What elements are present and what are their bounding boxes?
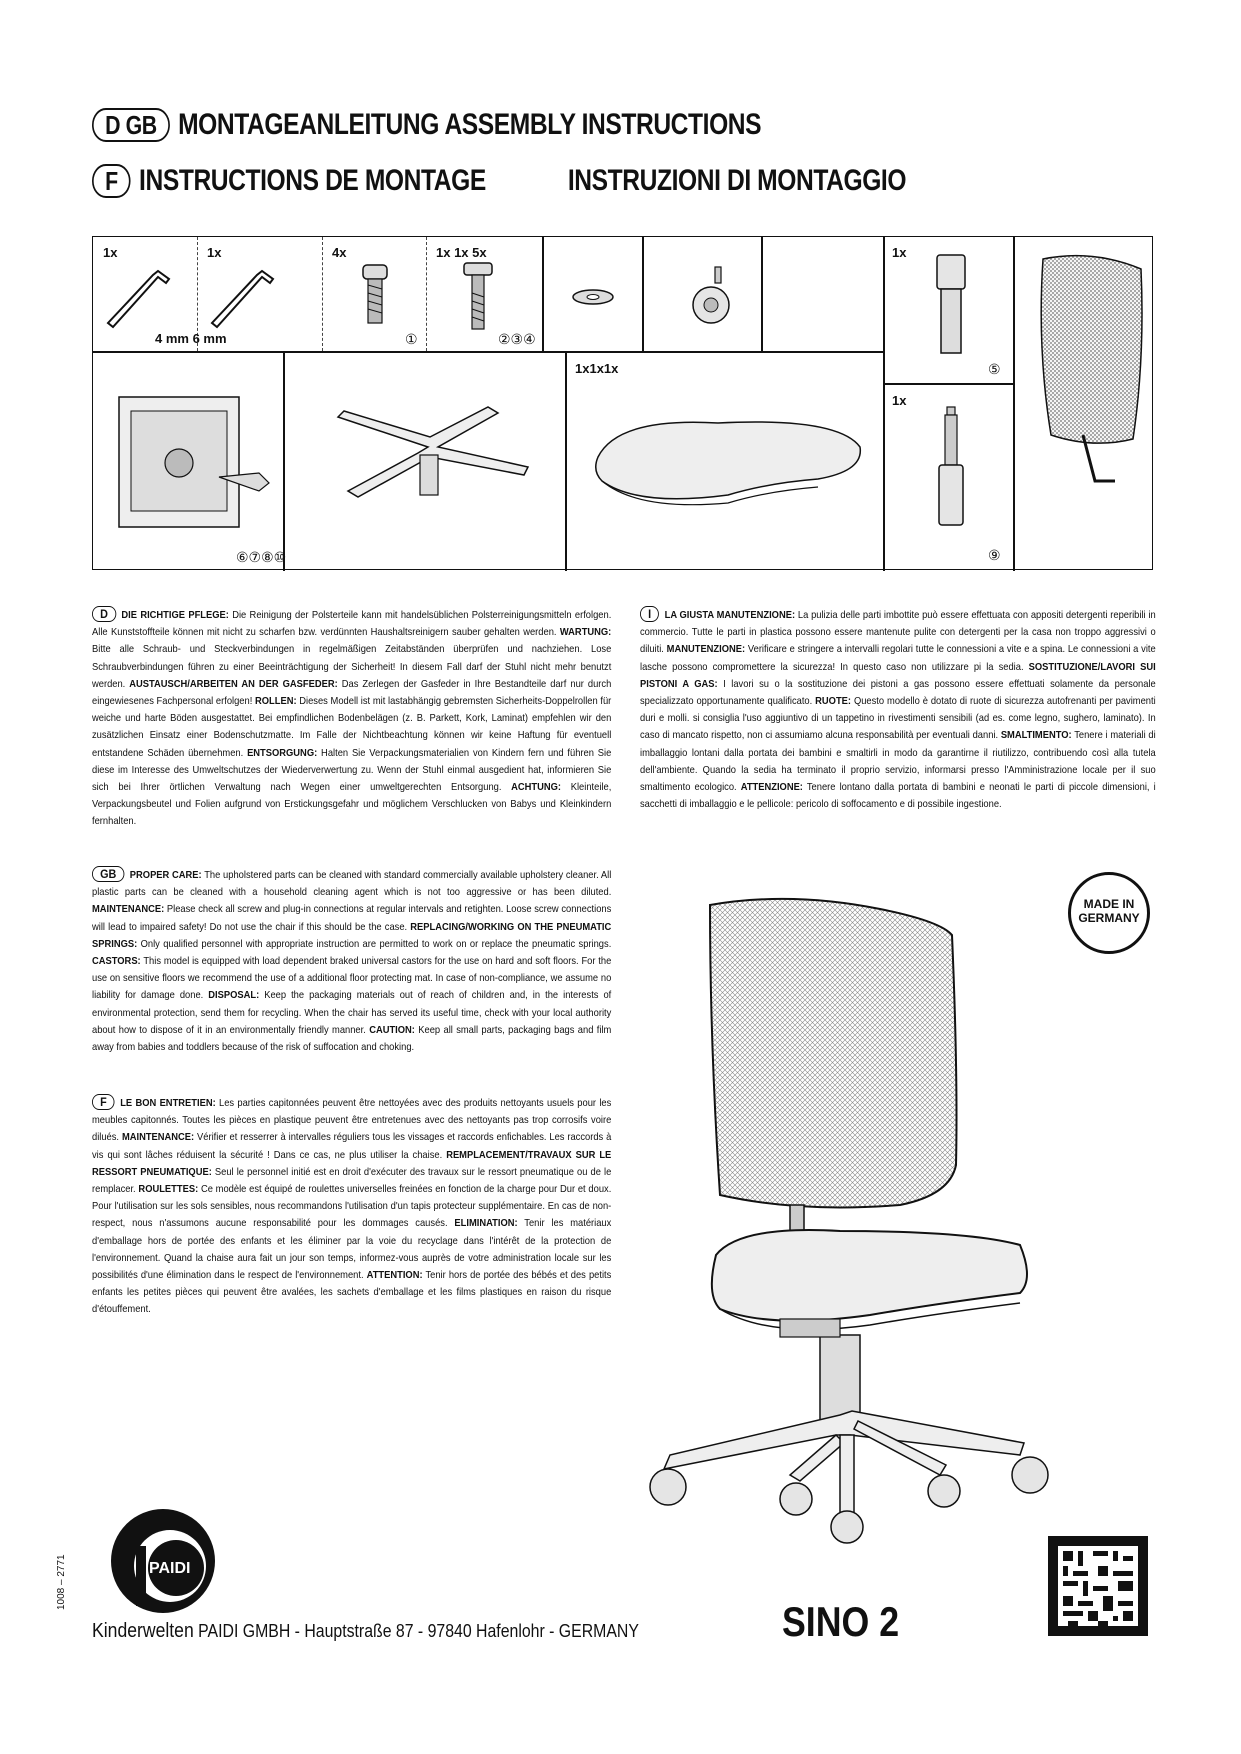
- it-text-3: I lavori su o la sostituzione dei pistoni a gas possono essere effettuati solamente da personale specializzato opportunamente qualificato.: [640, 678, 1156, 708]
- fr-heading-care: LE BON ENTRETIEN:: [120, 1098, 216, 1109]
- de-text-6: Kleinteile, Verpackungsbeutel und Folien aufgrund von Erstickungsgefahr und möglichem Verschlucken von Babys und Kleinkindern fernhalten.: [92, 782, 612, 828]
- gb-heading-care: PROPER CARE:: [129, 870, 202, 881]
- company-address: [92, 1620, 639, 1643]
- de-text-3: Das Zerlegen der Gasfeder in Ihre Bestandteile darf nur durch eingewiesenes Fachpersonal erfolgen!: [92, 678, 612, 708]
- gb-text-3: Only qualified personnel with appropriate instruction are permitted to work on or replace the pneumatic springs.: [137, 938, 612, 950]
- it-heading-5: SMALTIMENTO:: [1000, 730, 1072, 742]
- fr-heading-2: MAINTENANCE:: [121, 1132, 195, 1144]
- care-text-de: [92, 606, 611, 831]
- care-text-it: [640, 606, 1156, 813]
- it-text-6: Tenere lontano dalla portata di bambini e neonati le parti di piccole dimensioni, i sacchetti di imballaggio e le pellicole: pericolo di soffocamento e di possibile ingestione.: [640, 782, 1156, 811]
- it-heading-3: SOSTITUZIONE/LAVORI SUI PISTONI A GAS:: [640, 661, 1156, 690]
- seat-icon: [578, 397, 878, 517]
- de-text-1: Die Reinigung der Polsterteile kann mit handelsüblichen Polsterreinigungsmitteln erfolgen. Alle Kunststoffteile können mit nicht zu scharfen bzw. verdünnten Haushaltsreinigern sauber gehalten werden.: [92, 610, 612, 639]
- gb-text-4: This model is equipped with load dependent braked universal castors for the use on hard and soft floors. For the use on sensitive floors we recommend the use of a additional floor protecting mat. In case of non-compliance, we assume no liability for damage done.: [92, 956, 612, 1002]
- seat-qty: 1x1x1x: [575, 361, 619, 376]
- gb-heading-6: CAUTION:: [369, 1024, 415, 1036]
- spring-2-qty: 1x: [892, 393, 907, 408]
- parts-overview: [92, 236, 1153, 570]
- screw-qty: 4x: [332, 245, 347, 260]
- it-heading-care: LA GIUSTA MANUTENZIONE:: [664, 610, 796, 621]
- de-heading-3: AUSTAUSCH/ARBEITEN AN DER GASFEDER:: [129, 678, 338, 690]
- castor-icon: [683, 261, 743, 331]
- screw-number: ①: [405, 331, 418, 347]
- it-text-1: La pulizia delle parti imbottite può essere effettuata con appositi detergenti reperibili in commercio. Tutte le parti in plastica possono essere mantenute pulite con detergenti per la casa non troppo aggressivi o diluiti.: [640, 610, 1156, 656]
- de-heading-6: ACHTUNG:: [511, 782, 562, 794]
- mesh-backrest-icon: [1033, 249, 1148, 549]
- de-heading-5: ENTSORGUNG:: [247, 747, 318, 759]
- title-fr: INSTRUCTIONS DE MONTAGE: [139, 164, 486, 197]
- gas-spring-2-icon: [931, 405, 971, 535]
- fr-text-5: Tenir les matériaux d'emballage hors de portée des enfants et les éliminer par la voie du recyclage dans l'intérêt de la protection de l'environnement. Quand la chaise aura fait un jour son temps, informez-vous auprès de votre administration locale sur les possibilités d'une élimination dans le respect de l'environnement.: [92, 1218, 612, 1282]
- brand-kinderwelten: Kinderwelten: [92, 1620, 194, 1642]
- it-text-4: Questo modello è dotato di ruote di sicurezza autofrenanti per pavimenti duri e molli. si consiglia l'uso aggiuntivo di un tappetino in rivestimenti sensibili (ad es. come legno, sughero, laminato). In caso di mancato rispetto, non ci assumiamo alcuna responsabilità per eventuali danni.: [640, 696, 1156, 742]
- mechanism-icon: [109, 377, 279, 547]
- spring-1-number: ⑤: [988, 361, 1001, 377]
- assembled-chair-illustration: [640, 895, 1080, 1545]
- gb-text-2: Please check all screw and plug-in connections at regular intervals and retighten. Loose screw connections will lead to impaired safety! Do not use the chair if this should be the case.: [92, 904, 612, 933]
- lang-pill-it: I: [640, 606, 659, 622]
- gb-heading-4: CASTORS:: [92, 956, 141, 968]
- fr-heading-6: ATTENTION:: [366, 1270, 423, 1282]
- product-name: SINO 2: [782, 1598, 900, 1645]
- document-code: 1008 – 2771: [56, 1554, 67, 1610]
- lang-pill-gb: GB: [92, 866, 124, 882]
- care-text-fr: [92, 1094, 611, 1319]
- gb-text-6: Keep all small parts, packaging bags and film away from babies and toddlers because of the risk of suffocation and choking.: [92, 1024, 612, 1054]
- fr-heading-4: ROULETTES:: [138, 1184, 199, 1196]
- wrench-2-qty: 1x: [207, 245, 222, 260]
- gb-text-1: The upholstered parts can be cleaned with standard commercially available upholstery cleaner. All plastic parts can be cleaned with a household cleaning agent which is not too aggressive or has been diluted.: [92, 870, 612, 899]
- fr-text-1: Les parties capitonnées peuvent être nettoyées avec des produits nettoyants usuels pour les meubles capitonnés. Toutes les pièces en plastique peuvent être entretenues avec des nettoyants pas trop corrosifs voire dilués.: [92, 1098, 612, 1144]
- gb-text-5: Keep the packaging materials out of reach of children and, in the interests of environmental protection, send them for recycling. When the chair has served its useful time, check with your local authority about how to dispose of it in an environmentally friendly manner.: [92, 990, 612, 1036]
- gb-heading-3: REPLACING/WORKING ON THE PNEUMATIC SPRINGS:: [92, 921, 612, 950]
- de-heading-care: DIE RICHTIGE PFLEGE:: [121, 610, 229, 621]
- made-in-germany-badge: [1068, 872, 1150, 954]
- wrench-sizes: 4 mm 6 mm: [155, 331, 227, 346]
- fr-text-3: Seul le personnel initié est en droit d'exécuter des travaux sur le ressort pneumatique ou de le remplacer.: [92, 1166, 612, 1196]
- datamatrix-code-icon: [1048, 1536, 1148, 1636]
- washer-icon: [568, 285, 618, 309]
- it-heading-6: ATTENZIONE:: [740, 782, 803, 794]
- five-star-base-icon: [298, 387, 558, 537]
- de-heading-2: WARTUNG:: [559, 627, 612, 639]
- hex-wrench-6mm-icon: [207, 257, 297, 337]
- lang-pill-de-gb: D GB: [92, 108, 170, 142]
- header-row-1: [92, 108, 761, 142]
- de-text-2: Bitte alle Schraub- und Steckverbindungen in regelmäßigen Zeitabständen überprüfen und nachziehen. Lose Schraubverbindungen führen zu einer Beeinträchtigung der Sicherheit! In diesem Fall darf der Stuhl nicht mehr benutzt werden.: [92, 644, 612, 690]
- fr-text-2: Vérifier et resserrer à intervalles réguliers tous les vissages et raccords enfichables. Les raccords à vis qui sont lâches réduisent la sécurité ! Dans ce cas, ne plus utiliser la chaise.: [92, 1132, 612, 1161]
- mechanism-numbers: ⑥⑦⑧⑩: [236, 549, 287, 565]
- it-text-2: Verificare e stringere a intervalli regolari tutte le connessioni a vite e a spina. Le connessioni a vite lasche possono compromettere la sicurezza! In questo caso non utilizzare pi la sedia.: [640, 644, 1156, 673]
- gas-spring-1-icon: [931, 251, 971, 361]
- it-heading-4: RUOTE:: [815, 696, 852, 708]
- fr-heading-3: REMPLACEMENT/TRAVAUX SUR LE RESSORT PNEUMATIQUE:: [92, 1149, 612, 1178]
- spring-2-number: ⑨: [988, 547, 1001, 563]
- de-text-5: Halten Sie Verpackungsmaterialien von Kindern fern und führen Sie diese im Interesse des Umweltschutzes der Wiederverwertung zu. Wenn der Stuhl einmal ausgedient hat, informieren Sie sich bei Ihrer örtlichen Verwaltung nach Wegen einer umweltgerechten Entsorgung.: [92, 747, 612, 794]
- title-it: INSTRUZIONI DI MONTAGGIO: [567, 164, 907, 197]
- gb-heading-2: MAINTENANCE:: [92, 904, 165, 916]
- fr-text-6: Tenir hors de portée des bébés et des petits enfants les petites pièces qui peuvent être avalées, les sachets d'emballage et les films plastiques en raison du risque d'étouffement.: [92, 1270, 612, 1316]
- gb-heading-5: DISPOSAL:: [208, 990, 260, 1002]
- fr-text-4: Ce modèle est équipé de roulettes universelles freinées en fonction de la charge pour Dur et doux. Pour l'utilisation sur les sols sensibles, nous recommandons l'utilisation d'un tapis protecteur supplémentaire. En cas de non-respect, nous n'assumons aucune responsabilité pour les dommages causés.: [92, 1184, 612, 1230]
- it-text-5: Tenere i materiali di imballaggio lontani dalla portata dei bambini e smaltirli in modo da garantirne il riutilizzo, contribuendo così alla tutela dell'ambiente. Quando la sedia ha terminato il proprio servizio, informarsi presso l'Amministrazione locale per il suo smaltimento ecologico.: [640, 730, 1156, 794]
- screw-icon: [355, 261, 395, 331]
- address-line: PAIDI GMBH - Hauptstraße 87 - 97840 Hafenlohr - GERMANY: [193, 1621, 639, 1641]
- header-row-2: [92, 164, 906, 198]
- lang-pill-fr: F: [92, 164, 131, 198]
- lang-pill-fr-small: F: [92, 1094, 115, 1110]
- wrench-1-qty: 1x: [103, 245, 118, 260]
- bolt-icon: [458, 259, 498, 335]
- de-heading-4: ROLLEN:: [255, 696, 297, 708]
- paidi-logo-text: PAIDI: [149, 1560, 191, 1577]
- spring-1-qty: 1x: [892, 245, 907, 260]
- bolt-numbers: ②③④: [498, 331, 536, 347]
- badge-line-2: GERMANY: [1078, 911, 1140, 925]
- fr-heading-5: ELIMINATION:: [454, 1218, 518, 1230]
- care-text-gb: [92, 866, 611, 1056]
- badge-line-1: MADE IN: [1083, 897, 1135, 911]
- de-text-4: Dieses Modell ist mit lastabhängig gebremsten Sicherheits-Doppelrollen für weiche und harte Böden ausgestattet. Bei empfindlichen Bodenbelägen (z. B. Parkett, Kork, Laminat) empfehlen wir den zusätzlichen Einsatz einer Bodenschutzmatte. Im Falle der Nichtbeachtung können wir keine Haftung für eventuell entstandene Schäden übernehmen.: [92, 696, 612, 759]
- bolt-qty: 1x 1x 5x: [436, 245, 487, 260]
- title-de-gb: MONTAGEANLEITUNG ASSEMBLY INSTRUCTIONS: [178, 108, 762, 141]
- it-heading-2: MANUTENZIONE:: [666, 644, 746, 656]
- hex-wrench-4mm-icon: [103, 257, 193, 337]
- lang-pill-de: D: [92, 606, 116, 622]
